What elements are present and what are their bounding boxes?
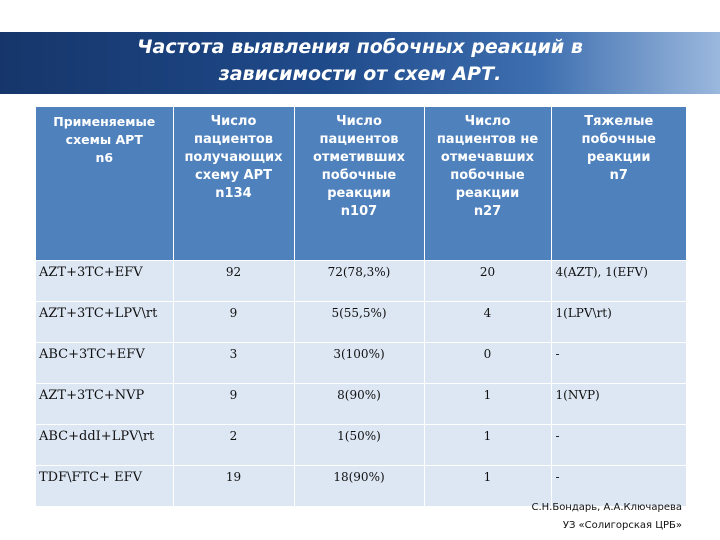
header-text: пациентов не <box>436 132 539 147</box>
table-row <box>36 425 686 466</box>
slide-title <box>40 34 680 88</box>
cell-with-reactions: 72(78,3%) <box>294 261 424 302</box>
table-row <box>36 302 686 343</box>
cell-severe: 1(LPV\rt) <box>551 302 686 343</box>
cell-receiving: 2 <box>173 425 294 466</box>
header-text: схему АРТ <box>195 168 272 183</box>
cell-with-reactions: 5(55,5%) <box>294 302 424 343</box>
header-text: реакции <box>455 186 520 201</box>
header-text: реакции <box>327 186 391 201</box>
header-text: отмечавших <box>440 150 535 165</box>
cell-without-reactions: 0 <box>424 343 551 384</box>
header-text: n107 <box>340 204 378 219</box>
cell-with-reactions: 8(90%) <box>294 384 424 425</box>
cell-scheme: AZT+3TC+NVP <box>36 384 173 425</box>
cell-without-reactions: 1 <box>424 425 551 466</box>
cell-severe: - <box>551 343 686 384</box>
table-row <box>36 261 686 302</box>
header-text: n27 <box>473 204 502 219</box>
cell-with-reactions: 3(100%) <box>294 343 424 384</box>
header-text: Число <box>210 114 257 129</box>
header-text: Число <box>464 114 511 129</box>
cell-receiving: 92 <box>173 261 294 302</box>
side-effects-table <box>36 107 686 507</box>
table-header-row <box>36 107 686 261</box>
cell-scheme: AZT+3TC+LPV\rt <box>36 302 173 343</box>
institution-name: УЗ «Солигорская ЦРБ» <box>562 520 682 531</box>
header-text: побочные <box>581 132 656 147</box>
table-row <box>36 384 686 425</box>
cell-without-reactions: 4 <box>424 302 551 343</box>
slide-title-line-1: Частота выявления побочных реакций в <box>137 36 583 58</box>
table-row <box>36 343 686 384</box>
cell-severe: 4(AZT), 1(EFV) <box>551 261 686 302</box>
header-severe-reactions <box>551 107 686 261</box>
header-text: пациентов <box>319 132 399 147</box>
cell-scheme: AZT+3TC+EFV <box>36 261 173 302</box>
author-names: С.Н.Бондарь, А.А.Ключарева <box>531 502 682 513</box>
cell-severe: 1(NVP) <box>551 384 686 425</box>
cell-receiving: 19 <box>173 466 294 507</box>
header-text: пациентов <box>194 132 273 147</box>
header-arv-schemes <box>36 107 173 261</box>
cell-receiving: 9 <box>173 384 294 425</box>
header-text: n6 <box>95 150 114 165</box>
header-text: Применяемые <box>53 114 156 129</box>
header-patients-receiving <box>173 107 294 261</box>
cell-severe: - <box>551 466 686 507</box>
header-patients-without-reactions <box>424 107 551 261</box>
header-text: получающих <box>184 150 283 165</box>
slide-title-line-2: зависимости от схем АРТ. <box>218 63 502 85</box>
cell-without-reactions: 1 <box>424 384 551 425</box>
cell-receiving: 3 <box>173 343 294 384</box>
header-text: Число <box>336 114 382 129</box>
author-credit <box>531 499 682 535</box>
cell-scheme: ABC+3TC+EFV <box>36 343 173 384</box>
cell-scheme: TDF\FTC+ EFV <box>36 466 173 507</box>
cell-with-reactions: 1(50%) <box>294 425 424 466</box>
header-text: побочные <box>450 168 525 183</box>
header-text: побочные <box>321 168 397 183</box>
cell-receiving: 9 <box>173 302 294 343</box>
header-text: отметивших <box>312 150 406 165</box>
cell-with-reactions: 18(90%) <box>294 466 424 507</box>
cell-without-reactions: 1 <box>424 466 551 507</box>
cell-without-reactions: 20 <box>424 261 551 302</box>
cell-scheme: ABC+ddI+LPV\rt <box>36 425 173 466</box>
header-text: n7 <box>609 168 628 183</box>
header-text: реакции <box>586 150 651 165</box>
header-text: Тяжелые <box>584 114 654 129</box>
header-text: схемы АРТ <box>65 132 143 147</box>
header-patients-with-reactions <box>294 107 424 261</box>
cell-severe: - <box>551 425 686 466</box>
header-text: n134 <box>215 186 252 201</box>
